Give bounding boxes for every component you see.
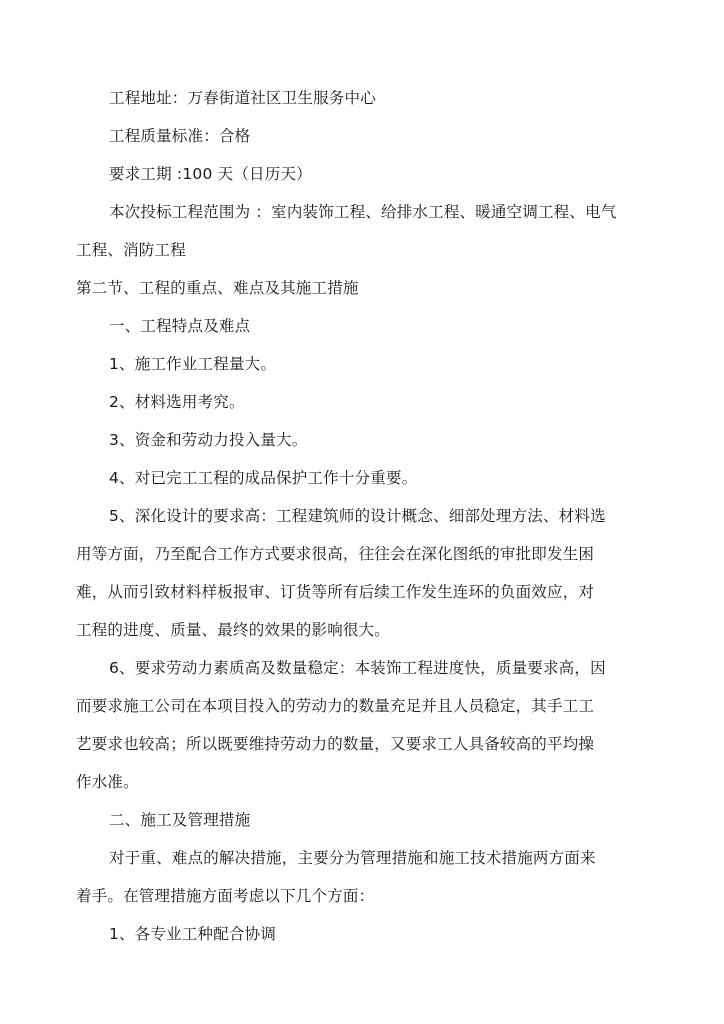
list-item-3: 3、资金和劳动力投入量大。 bbox=[109, 431, 308, 449]
list-item-5-line-2: 用等方面，乃至配合工作方式要求很高，往往会在深化图纸的审批即发生困 bbox=[76, 545, 595, 563]
list-item-5-line-3: 难，从而引致材料样板报审、订货等所有后续工作发生连环的负面效应，对 bbox=[76, 583, 595, 601]
list-item-6-line-2: 而要求施工公司在本项目投入的劳动力的数量充足并且人员稳定，其手工工 bbox=[76, 697, 595, 715]
section-heading: 第二节、工程的重点、难点及其施工措施 bbox=[76, 279, 359, 297]
measures-para-line-2: 着手。在管理措施方面考虑以下几个方面： bbox=[76, 887, 375, 905]
list-item-6-line-3: 艺要求也较高；所以既要维持劳动力的数量，又要求工人具备较高的平均操 bbox=[76, 735, 595, 753]
required-duration: 要求工期 :100 天（日历天） bbox=[109, 165, 312, 183]
quality-standard: 工程质量标准：合格 bbox=[109, 127, 251, 145]
subheading-measures: 二、施工及管理措施 bbox=[109, 811, 251, 829]
measures-para-line-1: 对于重、难点的解决措施，主要分为管理措施和施工技术措施两方面来 bbox=[109, 849, 596, 867]
list-item-2: 2、材料选用考究。 bbox=[109, 393, 245, 411]
project-address: 工程地址：万春街道社区卫生服务中心 bbox=[109, 89, 376, 107]
list-item-6-line-1: 6、要求劳动力素质高及数量稳定：本装饰工程进度快，质量要求高，因 bbox=[109, 659, 606, 677]
list-item-5-line-1: 5、深化设计的要求高：工程建筑师的设计概念、细部处理方法、材料选 bbox=[109, 507, 606, 525]
subheading-features: 一、工程特点及难点 bbox=[109, 317, 251, 335]
list-item-1: 1、施工作业工程量大。 bbox=[109, 355, 277, 373]
measures-list-item-1: 1、各专业工种配合协调 bbox=[109, 925, 277, 943]
list-item-6-line-4: 作水准。 bbox=[76, 773, 139, 791]
bid-scope-line-2: 工程、消防工程 bbox=[76, 241, 186, 259]
bid-scope-line-1: 本次投标工程范围为 ：室内装饰工程、给排水工程、暖通空调工程、电气 bbox=[109, 203, 617, 221]
list-item-4: 4、对已完工工程的成品保护工作十分重要。 bbox=[109, 469, 418, 487]
list-item-5-line-4: 工程的进度、质量、最终的效果的影响很大。 bbox=[76, 621, 391, 639]
